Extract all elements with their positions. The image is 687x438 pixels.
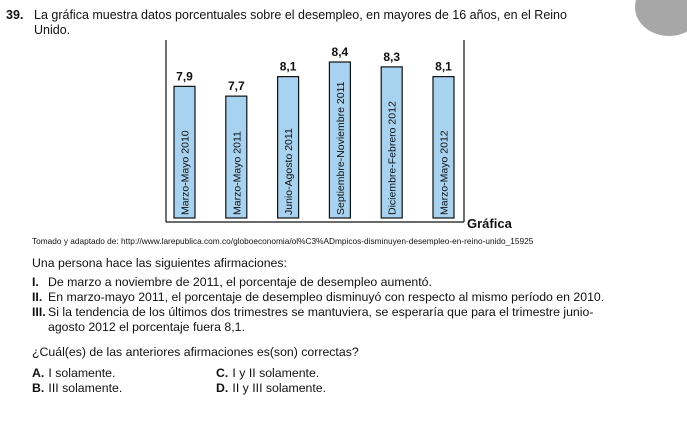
option-a-letter: A. bbox=[32, 366, 45, 380]
statement-3-continuation: agosto 2012 el porcentaje fuera 8,1. bbox=[48, 320, 245, 334]
statement-2-text: En marzo-mayo 2011, el porcentaje de desempleo disminuyó con respecto al mismo período en 2010. bbox=[48, 290, 605, 304]
bar-value-label-5: 8,3 bbox=[383, 49, 401, 64]
question-stem-line1: La gráfica muestra datos porcentuales sobre el desempleo, en mayores de 16 años, en el Reino bbox=[34, 8, 567, 22]
bar-value-label-3: 8,1 bbox=[279, 59, 297, 74]
bar-category-label-4: Septiembre-Noviembre 2011 bbox=[334, 81, 347, 215]
chart-bars bbox=[174, 45, 454, 218]
option-c[interactable] bbox=[216, 366, 319, 380]
option-c-text: I y II solamente. bbox=[232, 366, 320, 380]
intro-text: Una persona hace las siguientes afirmaciones: bbox=[32, 256, 287, 270]
option-b-text: III solamente. bbox=[48, 381, 123, 395]
option-b-letter: B. bbox=[32, 381, 45, 395]
bar-category-label-6: Marzo-Mayo 2012 bbox=[438, 130, 451, 215]
option-a-text: I solamente. bbox=[48, 366, 116, 380]
bar-value-label-2: 7,7 bbox=[227, 79, 245, 94]
chart-frame bbox=[166, 40, 464, 222]
option-d[interactable] bbox=[216, 381, 326, 395]
statement-2 bbox=[32, 290, 604, 304]
bar-value-label-6: 8,1 bbox=[435, 59, 452, 74]
option-d-letter: D. bbox=[216, 381, 229, 395]
statement-2-num: II. bbox=[32, 290, 43, 304]
statement-3-text: Si la tendencia de los últimos dos trimestres se mantuviera, se esperaría que para el trimestre junio- bbox=[48, 305, 594, 319]
bar-category-label-3: Junio-Agosto 2011 bbox=[283, 128, 296, 215]
bar-value-label-1: 7,9 bbox=[176, 69, 193, 84]
option-d-text: II y III solamente. bbox=[232, 381, 327, 395]
bar-category-label-1: Marzo-Mayo 2010 bbox=[179, 130, 192, 215]
statement-1-text: De marzo a noviembre de 2011, el porcentaje de desempleo aumentó. bbox=[48, 275, 432, 289]
option-b[interactable] bbox=[32, 381, 122, 395]
question-number: 39. bbox=[6, 8, 24, 22]
statement-3-num: III. bbox=[32, 305, 46, 319]
bar-value-label-4: 8,4 bbox=[331, 45, 349, 59]
statement-1-num: I. bbox=[32, 275, 39, 289]
option-c-letter: C. bbox=[216, 366, 229, 380]
statement-3 bbox=[32, 305, 593, 319]
source-citation: Tomado y adaptado de: http://www.larepublica.com.co/globoeconomia/ol%C3%ADmpicos-disminuyen-desempleo-en-reino-unido_15925 bbox=[32, 236, 534, 246]
bar-category-label-5: Diciembre-Febrero 2012 bbox=[386, 101, 399, 215]
question-prompt: ¿Cuál(es) de las anteriores afirmaciones es(son) correctas? bbox=[32, 345, 359, 359]
option-a[interactable] bbox=[32, 366, 115, 380]
chart-title: Gráfica bbox=[467, 216, 512, 231]
question-stem-line2: Unido. bbox=[34, 23, 71, 37]
statement-1 bbox=[32, 275, 432, 289]
bar-category-label-2: Marzo-Mayo 2011 bbox=[231, 131, 244, 215]
